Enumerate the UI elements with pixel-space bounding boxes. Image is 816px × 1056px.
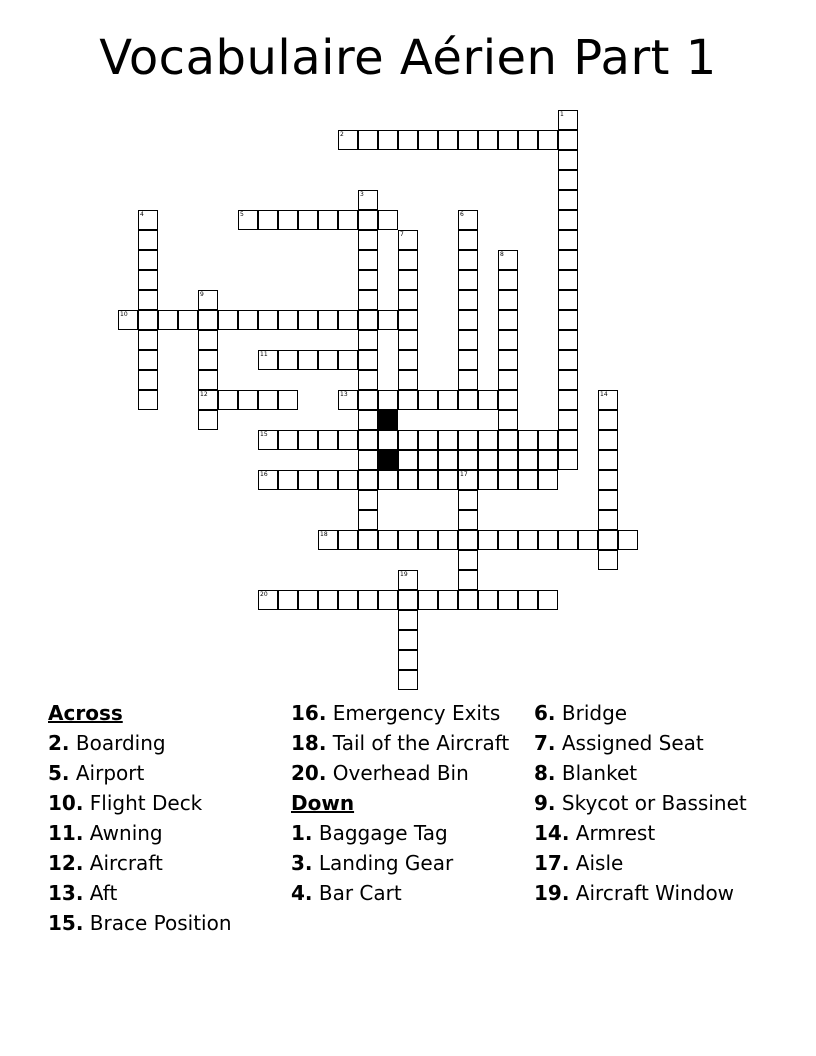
grid-cell[interactable] (498, 430, 518, 450)
clue-item (48, 762, 280, 784)
clue-text: Aircraft (83, 851, 163, 875)
clue-number: 7. (534, 731, 556, 755)
grid-cell[interactable] (598, 490, 618, 510)
grid-cell[interactable] (398, 670, 418, 690)
grid-cell[interactable] (338, 210, 358, 230)
clue-number-label: 7 (400, 231, 404, 238)
grid-cell[interactable] (398, 390, 418, 410)
grid-cell[interactable] (198, 330, 218, 350)
clue-number-label: 5 (240, 211, 244, 218)
clue-item (48, 822, 280, 844)
clue-item (534, 762, 766, 784)
grid-cell[interactable] (358, 390, 378, 410)
grid-cell[interactable] (478, 470, 498, 490)
grid-cell[interactable] (218, 390, 238, 410)
grid-cell[interactable] (398, 290, 418, 310)
clue-text: Landing Gear (312, 851, 454, 875)
grid-cell[interactable] (378, 430, 398, 450)
clue-text: Aircraft Window (569, 881, 735, 905)
grid-cell[interactable] (498, 370, 518, 390)
grid-cell[interactable] (558, 530, 578, 550)
grid-cell[interactable] (518, 590, 538, 610)
clue-number: 11. (48, 821, 84, 845)
clue-column-3 (534, 702, 766, 912)
clue-number-label: 9 (200, 291, 204, 298)
grid-cell[interactable] (498, 270, 518, 290)
grid-cell[interactable] (538, 430, 558, 450)
grid-cell[interactable] (498, 410, 518, 430)
grid-cell[interactable] (258, 350, 278, 370)
grid-cell[interactable] (438, 530, 458, 550)
grid-cell[interactable] (458, 270, 478, 290)
grid-cell[interactable] (478, 390, 498, 410)
grid-cell[interactable] (398, 430, 418, 450)
grid-cell[interactable] (378, 390, 398, 410)
grid-cell[interactable] (258, 310, 278, 330)
grid-cell[interactable] (498, 590, 518, 610)
grid-cell[interactable] (138, 230, 158, 250)
grid-cell[interactable] (398, 370, 418, 390)
grid-cell[interactable] (318, 530, 338, 550)
grid-cell[interactable] (318, 590, 338, 610)
clue-item (534, 792, 766, 814)
grid-cell[interactable] (418, 530, 438, 550)
grid-cell[interactable] (198, 410, 218, 430)
grid-cell[interactable] (358, 190, 378, 210)
grid-cell[interactable] (338, 130, 358, 150)
clue-number: 17. (534, 851, 570, 875)
grid-cell[interactable] (398, 590, 418, 610)
grid-cell[interactable] (518, 430, 538, 450)
grid-cell[interactable] (398, 330, 418, 350)
grid-cell[interactable] (458, 310, 478, 330)
grid-cell[interactable] (558, 130, 578, 150)
grid-cell[interactable] (418, 470, 438, 490)
grid-cell[interactable] (278, 430, 298, 450)
grid-cell[interactable] (378, 130, 398, 150)
clue-item (534, 702, 766, 724)
grid-cell[interactable] (558, 110, 578, 130)
clue-number: 5. (48, 761, 70, 785)
clue-number-label: 2 (340, 131, 344, 138)
clue-text: Emergency Exits (326, 701, 501, 725)
grid-cell[interactable] (138, 290, 158, 310)
grid-cell[interactable] (358, 310, 378, 330)
grid-cell[interactable] (538, 130, 558, 150)
clue-item (48, 852, 280, 874)
grid-cell[interactable] (458, 490, 478, 510)
black-cell (378, 410, 398, 430)
clue-text: Blanket (555, 761, 638, 785)
grid-cell[interactable] (338, 350, 358, 370)
grid-cell[interactable] (338, 530, 358, 550)
grid-cell[interactable] (298, 590, 318, 610)
clue-item (291, 702, 523, 724)
grid-cell[interactable] (498, 530, 518, 550)
clue-number: 13. (48, 881, 84, 905)
grid-cell[interactable] (298, 210, 318, 230)
grid-cell[interactable] (538, 450, 558, 470)
grid-cell[interactable] (378, 530, 398, 550)
grid-cell[interactable] (538, 530, 558, 550)
grid-cell[interactable] (198, 310, 218, 330)
clue-item (534, 852, 766, 874)
grid-cell[interactable] (318, 310, 338, 330)
grid-cell[interactable] (318, 470, 338, 490)
grid-cell[interactable] (418, 130, 438, 150)
clue-number-label: 4 (140, 211, 144, 218)
grid-cell[interactable] (198, 390, 218, 410)
grid-cell[interactable] (398, 230, 418, 250)
clue-item (534, 732, 766, 754)
grid-cell[interactable] (318, 210, 338, 230)
clue-number: 14. (534, 821, 570, 845)
grid-cell[interactable] (558, 210, 578, 230)
clue-number-label: 16 (260, 471, 268, 478)
grid-cell[interactable] (358, 290, 378, 310)
grid-cell[interactable] (558, 230, 578, 250)
clue-item (48, 792, 280, 814)
clue-item (291, 852, 523, 874)
grid-cell[interactable] (498, 470, 518, 490)
grid-cell[interactable] (338, 590, 358, 610)
grid-cell[interactable] (318, 430, 338, 450)
grid-cell[interactable] (458, 290, 478, 310)
grid-cell[interactable] (338, 310, 358, 330)
clue-text: Armrest (569, 821, 656, 845)
grid-cell[interactable] (398, 570, 418, 590)
grid-cell[interactable] (598, 410, 618, 430)
grid-cell[interactable] (358, 590, 378, 610)
clue-number-label: 20 (260, 591, 268, 598)
grid-cell[interactable] (358, 490, 378, 510)
grid-cell[interactable] (398, 470, 418, 490)
grid-cell[interactable] (418, 390, 438, 410)
grid-cell[interactable] (398, 350, 418, 370)
grid-cell[interactable] (458, 230, 478, 250)
grid-cell[interactable] (398, 270, 418, 290)
grid-cell[interactable] (258, 210, 278, 230)
grid-cell[interactable] (618, 530, 638, 550)
clue-text: Assigned Seat (555, 731, 704, 755)
grid-cell[interactable] (558, 310, 578, 330)
grid-cell[interactable] (278, 390, 298, 410)
grid-cell[interactable] (598, 510, 618, 530)
clue-number: 4. (291, 881, 313, 905)
black-cell (378, 450, 398, 470)
grid-cell[interactable] (358, 470, 378, 490)
clue-text: Tail of the Aircraft (326, 731, 510, 755)
grid-cell[interactable] (498, 450, 518, 470)
grid-cell[interactable] (438, 390, 458, 410)
grid-cell[interactable] (558, 250, 578, 270)
clue-text: Bridge (555, 701, 628, 725)
grid-cell[interactable] (398, 610, 418, 630)
grid-cell[interactable] (378, 210, 398, 230)
grid-cell[interactable] (498, 350, 518, 370)
grid-cell[interactable] (258, 470, 278, 490)
grid-cell[interactable] (458, 510, 478, 530)
grid-cell[interactable] (498, 310, 518, 330)
grid-cell[interactable] (558, 430, 578, 450)
grid-cell[interactable] (518, 470, 538, 490)
grid-cell[interactable] (358, 130, 378, 150)
clue-item (48, 912, 280, 934)
grid-cell[interactable] (438, 130, 458, 150)
grid-cell[interactable] (178, 310, 198, 330)
clue-text: Airport (69, 761, 145, 785)
clue-number-label: 14 (600, 391, 608, 398)
grid-cell[interactable] (458, 550, 478, 570)
clue-number: 19. (534, 881, 570, 905)
grid-cell[interactable] (478, 130, 498, 150)
grid-cell[interactable] (358, 410, 378, 430)
clue-item (48, 882, 280, 904)
clue-text: Flight Deck (83, 791, 203, 815)
grid-cell[interactable] (538, 470, 558, 490)
grid-cell[interactable] (578, 530, 598, 550)
grid-cell[interactable] (358, 330, 378, 350)
grid-cell[interactable] (558, 410, 578, 430)
grid-cell[interactable] (138, 390, 158, 410)
clue-text: Boarding (69, 731, 166, 755)
grid-cell[interactable] (338, 470, 358, 490)
grid-cell[interactable] (458, 370, 478, 390)
grid-cell[interactable] (598, 450, 618, 470)
grid-cell[interactable] (278, 210, 298, 230)
clue-number-label: 8 (500, 251, 504, 258)
grid-cell[interactable] (198, 370, 218, 390)
clue-number-label: 15 (260, 431, 268, 438)
grid-cell[interactable] (358, 230, 378, 250)
clue-item (48, 732, 280, 754)
grid-cell[interactable] (458, 590, 478, 610)
clue-text: Aisle (569, 851, 624, 875)
grid-cell[interactable] (558, 450, 578, 470)
clue-number: 16. (291, 701, 327, 725)
grid-cell[interactable] (358, 210, 378, 230)
grid-cell[interactable] (538, 590, 558, 610)
grid-cell[interactable] (278, 350, 298, 370)
grid-cell[interactable] (258, 390, 278, 410)
grid-cell[interactable] (398, 310, 418, 330)
grid-cell[interactable] (138, 250, 158, 270)
clue-number-label: 19 (400, 571, 408, 578)
grid-cell[interactable] (458, 470, 478, 490)
grid-cell[interactable] (558, 190, 578, 210)
grid-cell[interactable] (558, 150, 578, 170)
grid-cell[interactable] (558, 390, 578, 410)
grid-cell[interactable] (418, 450, 438, 470)
clue-number: 2. (48, 731, 70, 755)
grid-cell[interactable] (598, 390, 618, 410)
clue-text: Overhead Bin (326, 761, 469, 785)
grid-cell[interactable] (158, 310, 178, 330)
clue-number-label: 12 (200, 391, 208, 398)
grid-cell[interactable] (598, 550, 618, 570)
clue-number: 18. (291, 731, 327, 755)
grid-cell[interactable] (138, 350, 158, 370)
grid-cell[interactable] (238, 210, 258, 230)
grid-cell[interactable] (358, 370, 378, 390)
grid-cell[interactable] (398, 450, 418, 470)
grid-cell[interactable] (458, 330, 478, 350)
clue-column-2 (291, 702, 523, 912)
grid-cell[interactable] (438, 470, 458, 490)
grid-cell[interactable] (458, 390, 478, 410)
grid-cell[interactable] (498, 290, 518, 310)
clue-item (291, 732, 523, 754)
grid-cell[interactable] (218, 310, 238, 330)
grid-cell[interactable] (498, 130, 518, 150)
grid-cell[interactable] (278, 310, 298, 330)
grid-cell[interactable] (598, 470, 618, 490)
grid-cell[interactable] (318, 350, 338, 370)
grid-cell[interactable] (558, 370, 578, 390)
puzzle-title: Vocabulaire Aérien Part 1 (99, 30, 717, 86)
clue-number-label: 11 (260, 351, 268, 358)
grid-cell[interactable] (478, 590, 498, 610)
clue-number-label: 13 (340, 391, 348, 398)
grid-cell[interactable] (298, 350, 318, 370)
grid-cell[interactable] (558, 330, 578, 350)
grid-cell[interactable] (478, 530, 498, 550)
clue-number: 20. (291, 761, 327, 785)
clue-number: 9. (534, 791, 556, 815)
grid-cell[interactable] (498, 330, 518, 350)
grid-cell[interactable] (238, 390, 258, 410)
grid-cell[interactable] (298, 470, 318, 490)
clue-number: 8. (534, 761, 556, 785)
clue-text: Brace Position (83, 911, 232, 935)
clue-number: 12. (48, 851, 84, 875)
grid-cell[interactable] (338, 430, 358, 450)
clue-item (534, 882, 766, 904)
grid-cell[interactable] (238, 310, 258, 330)
grid-cell[interactable] (458, 430, 478, 450)
grid-cell[interactable] (458, 130, 478, 150)
clue-number-label: 18 (320, 531, 328, 538)
grid-cell[interactable] (398, 250, 418, 270)
clue-number-label: 1 (560, 111, 564, 118)
grid-cell[interactable] (398, 630, 418, 650)
clue-text: Bar Cart (312, 881, 402, 905)
grid-cell[interactable] (138, 310, 158, 330)
clue-item (291, 822, 523, 844)
grid-cell[interactable] (458, 530, 478, 550)
clue-number: 1. (291, 821, 313, 845)
clue-number: 3. (291, 851, 313, 875)
grid-cell[interactable] (358, 450, 378, 470)
grid-cell[interactable] (518, 450, 538, 470)
grid-cell[interactable] (258, 590, 278, 610)
grid-cell[interactable] (298, 430, 318, 450)
clue-number-label: 3 (360, 191, 364, 198)
grid-cell[interactable] (358, 530, 378, 550)
grid-cell[interactable] (358, 350, 378, 370)
grid-cell[interactable] (378, 470, 398, 490)
grid-cell[interactable] (498, 250, 518, 270)
grid-cell[interactable] (558, 270, 578, 290)
grid-cell[interactable] (458, 450, 478, 470)
grid-cell[interactable] (598, 530, 618, 550)
clue-text: Skycot or Bassinet (555, 791, 747, 815)
grid-cell[interactable] (498, 390, 518, 410)
grid-cell[interactable] (138, 210, 158, 230)
grid-cell[interactable] (278, 470, 298, 490)
grid-cell[interactable] (138, 330, 158, 350)
grid-cell[interactable] (458, 250, 478, 270)
grid-cell[interactable] (138, 270, 158, 290)
grid-cell[interactable] (358, 270, 378, 290)
grid-cell[interactable] (358, 430, 378, 450)
grid-cell[interactable] (458, 570, 478, 590)
clue-item (534, 822, 766, 844)
down-heading: Down (291, 791, 355, 815)
grid-cell[interactable] (558, 170, 578, 190)
clue-item (291, 762, 523, 784)
across-heading: Across (48, 701, 123, 725)
grid-cell[interactable] (198, 290, 218, 310)
clue-item (291, 882, 523, 904)
clue-number: 6. (534, 701, 556, 725)
clue-text: Awning (83, 821, 163, 845)
grid-cell[interactable] (358, 510, 378, 530)
grid-cell[interactable] (278, 590, 298, 610)
clue-number: 15. (48, 911, 84, 935)
grid-cell[interactable] (338, 390, 358, 410)
grid-cell[interactable] (598, 430, 618, 450)
clue-number: 10. (48, 791, 84, 815)
clue-number-label: 10 (120, 311, 128, 318)
grid-cell[interactable] (258, 430, 278, 450)
grid-cell[interactable] (418, 430, 438, 450)
grid-cell[interactable] (478, 430, 498, 450)
clue-lists (0, 702, 816, 962)
grid-cell[interactable] (518, 130, 538, 150)
grid-cell[interactable] (378, 590, 398, 610)
grid-cell[interactable] (138, 370, 158, 390)
grid-cell[interactable] (398, 650, 418, 670)
grid-cell[interactable] (518, 530, 538, 550)
grid-cell[interactable] (398, 530, 418, 550)
grid-cell[interactable] (438, 450, 458, 470)
clue-text: Aft (83, 881, 118, 905)
grid-cell[interactable] (418, 590, 438, 610)
clue-text: Baggage Tag (312, 821, 448, 845)
grid-cell[interactable] (438, 430, 458, 450)
grid-cell[interactable] (438, 590, 458, 610)
grid-cell[interactable] (458, 210, 478, 230)
grid-cell[interactable] (198, 350, 218, 370)
grid-cell[interactable] (558, 350, 578, 370)
grid-cell[interactable] (378, 310, 398, 330)
clue-column-1 (48, 702, 280, 942)
grid-cell[interactable] (118, 310, 138, 330)
grid-cell[interactable] (558, 290, 578, 310)
clue-number-label: 17 (460, 471, 468, 478)
grid-cell[interactable] (458, 350, 478, 370)
grid-cell[interactable] (478, 450, 498, 470)
grid-cell[interactable] (298, 310, 318, 330)
grid-cell[interactable] (398, 130, 418, 150)
grid-cell[interactable] (358, 250, 378, 270)
clue-number-label: 6 (460, 211, 464, 218)
